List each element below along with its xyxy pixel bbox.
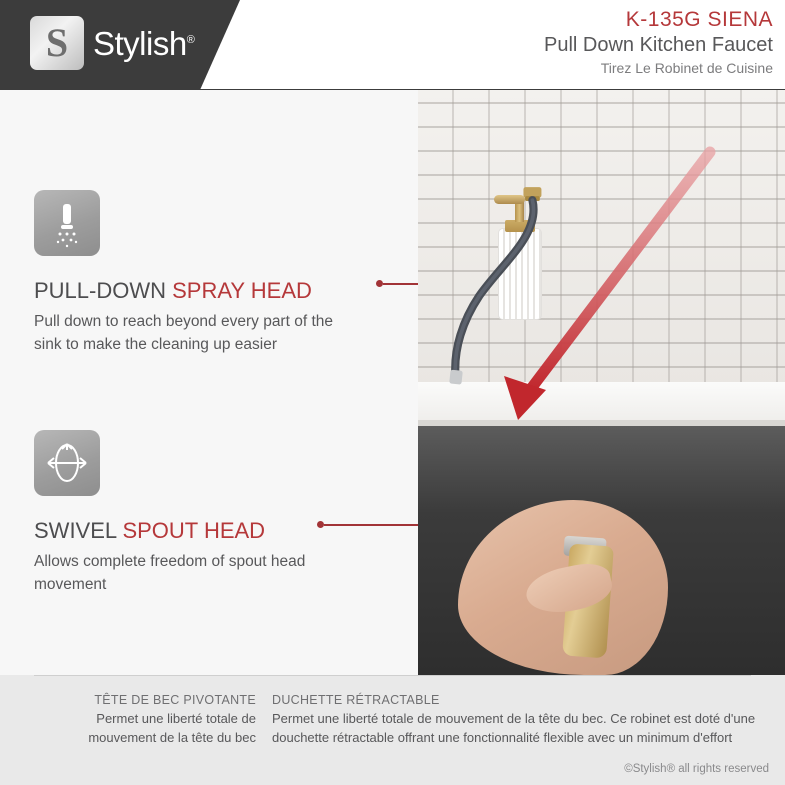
brand-logo xyxy=(30,16,195,70)
feature-2-title xyxy=(34,518,334,544)
stylish-logo-icon xyxy=(30,16,84,70)
footer-divider xyxy=(34,675,751,676)
connector-line-2 xyxy=(324,524,419,526)
feature-1-title-highlight: SPRAY HEAD xyxy=(172,278,312,303)
feature-2-title-highlight: SPOUT HEAD xyxy=(122,518,266,543)
connector-dot-2 xyxy=(317,521,324,528)
registered-mark: ® xyxy=(186,34,195,46)
page-footer xyxy=(0,675,785,785)
swivel-icon xyxy=(34,430,100,496)
logo-wordmark-text: Stylish xyxy=(93,25,187,62)
footer-heading-a: TÊTE DE BEC PIVOTANTE xyxy=(94,693,256,707)
copyright-notice: ©Stylish® all rights reserved xyxy=(624,763,769,775)
footer-text-b: Permet une liberté totale de mouvement de la tête du bec. Ce robinet est doté d'une douchette rétractable offrant une fonctionnalité flexible avec un minimum d'effort xyxy=(272,711,756,745)
feature-1-title xyxy=(34,278,334,304)
product-name: Pull Down Kitchen Faucet xyxy=(543,34,773,56)
feature-2-title-plain: SWIVEL xyxy=(34,518,123,543)
page-header xyxy=(0,0,785,90)
footer-column-swivel xyxy=(36,693,256,747)
feature-1-title-plain: PULL-DOWN xyxy=(34,278,173,303)
feature-2-description: Allows complete freedom of spout head movement xyxy=(34,553,306,593)
footer-text-a: Permet une liberté totale de mouvement de la tête du bec xyxy=(88,711,256,745)
connector-dot-1 xyxy=(376,280,383,287)
kitchen-faucet-photo xyxy=(418,90,785,675)
pull-down-arrow-icon xyxy=(418,90,785,675)
model-number: K-135G SIENA xyxy=(625,8,773,31)
product-title-block xyxy=(544,8,773,76)
feature-1-description: Pull down to reach beyond every part of the sink to make the cleaning up easier xyxy=(34,313,333,353)
spray-head-icon xyxy=(34,190,100,256)
connector-line-1 xyxy=(383,283,419,285)
product-name-french: Tirez Le Robinet de Cuisine xyxy=(600,60,773,76)
footer-column-pulldown xyxy=(272,693,760,747)
feature-swivel-spout-head xyxy=(34,430,334,596)
feature-pull-down-spray-head xyxy=(34,190,334,356)
features-panel xyxy=(0,90,418,675)
logo-wordmark xyxy=(93,25,195,63)
logo-letter: S xyxy=(45,20,69,65)
footer-heading-b: DUCHETTE RÉTRACTABLE xyxy=(272,693,440,707)
